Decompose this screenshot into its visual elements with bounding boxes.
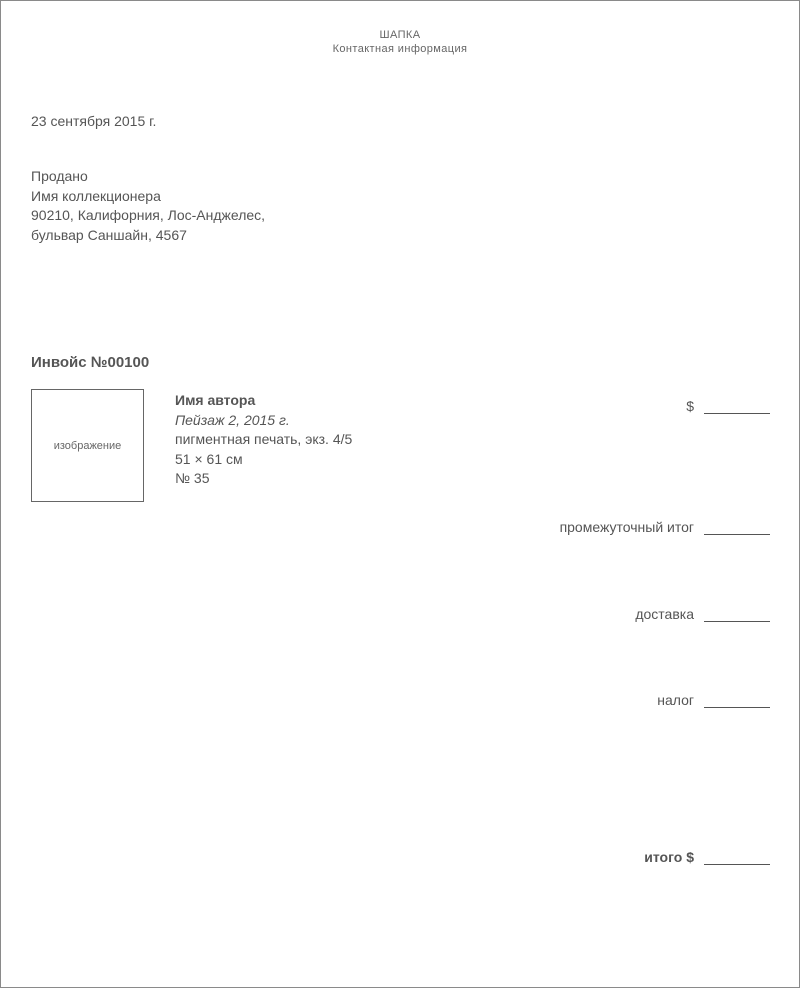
shipping-line (635, 606, 770, 622)
shipping-label: доставка (635, 606, 694, 622)
total-blank-line (704, 850, 770, 865)
invoice-date: 23 сентября 2015 г. (31, 113, 157, 129)
buyer-address-line-1: 90210, Калифорния, Лос-Анджелес, (31, 207, 266, 223)
shipping-blank-line (704, 607, 770, 622)
letterhead-title: ШАПКА (379, 29, 421, 41)
price-line (686, 398, 770, 414)
letterhead (1, 28, 799, 56)
price-blank-line (704, 399, 770, 414)
tax-label: налог (657, 692, 694, 708)
invoice-number: Инвойс №00100 (31, 354, 150, 371)
price-label: $ (686, 398, 694, 414)
sold-label: Продано (31, 168, 88, 184)
total-label: итого $ (644, 849, 694, 865)
artwork-title: Пейзаж 2, 2015 г. (175, 411, 290, 428)
letterhead-contact: Контактная информация (332, 43, 468, 55)
subtotal-line (560, 519, 770, 535)
subtotal-blank-line (704, 520, 770, 535)
total-line (644, 849, 770, 865)
subtotal-label: промежуточный итог (559, 519, 694, 535)
buyer-address-line-2: бульвар Саншайн, 4567 (31, 226, 187, 243)
artwork-image-placeholder (31, 389, 144, 502)
tax-line (657, 692, 770, 708)
artwork-details (175, 391, 352, 489)
tax-blank-line (704, 693, 770, 708)
artwork-medium: пигментная печать, экз. 4/5 (175, 431, 353, 447)
image-placeholder-label: изображение (53, 439, 122, 452)
buyer-block (31, 167, 265, 245)
buyer-name: Имя коллекционера (31, 187, 161, 204)
artwork-dimensions: 51 × 61 см (175, 450, 243, 467)
artwork-number: № 35 (175, 470, 210, 486)
artist-name: Имя автора (175, 392, 256, 408)
